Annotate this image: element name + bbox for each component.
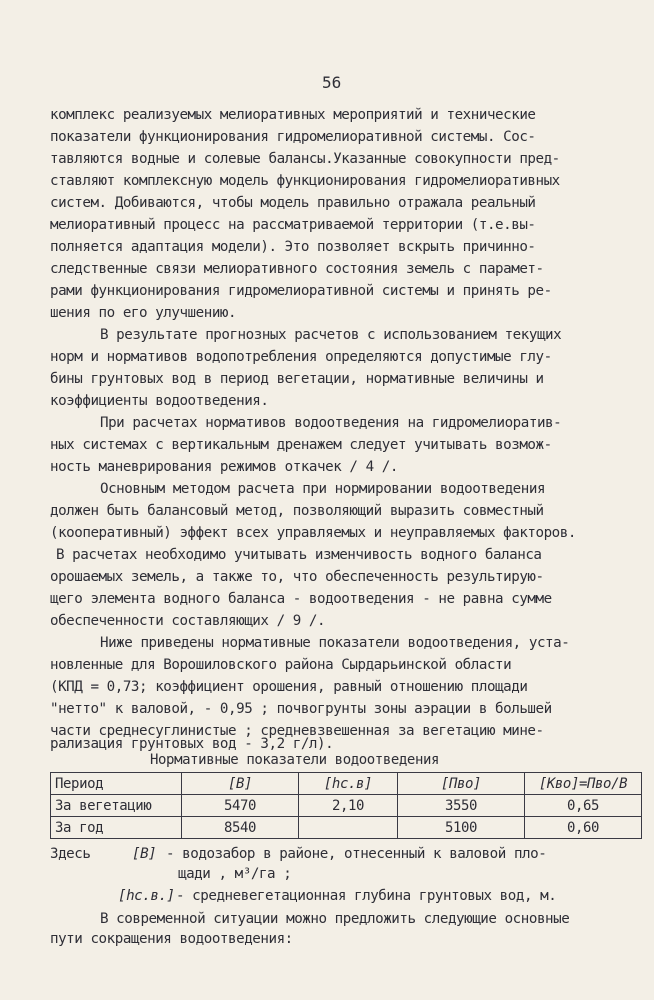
text-line: новленные для Ворошиловского района Сырдарьинской области [50, 657, 512, 673]
table-cell: 3550 [398, 795, 525, 817]
text-line: При расчетах нормативов водоотведения на гидромелиоратив- [100, 415, 562, 431]
text-line: В расчетах необходимо учитывать изменчивость водного баланса [56, 547, 542, 563]
text-line: рами функционирования гидромелиоративной системы и принять ре- [50, 283, 552, 299]
text-line: рализация грунтовых вод - 3,2 г/л). [50, 736, 334, 752]
table-cell: 5470 [182, 795, 299, 817]
text-line: ность маневрирования режимов откачек / 4 /. [50, 459, 398, 475]
text-line: тавляются водные и солевые балансы.Указанные совокупности пред- [50, 151, 560, 167]
note-text-b: - водозабор в районе, отнесенный к валовой пло- [166, 846, 547, 862]
table-cell: 0,65 [525, 795, 642, 817]
norms-table [50, 772, 642, 839]
table-cell: 8540 [182, 817, 299, 839]
text-line: пути сокращения водоотведения: [50, 931, 293, 947]
text-line: Ниже приведены нормативные показатели водоотведения, уста- [100, 635, 570, 651]
table-cell: 5100 [398, 817, 525, 839]
text-line: щего элемента водного баланса - водоотведения - не равна сумме [50, 591, 552, 607]
note-symbol-b: [В] [132, 846, 157, 862]
text-line: комплекс реализуемых мелиоративных мероприятий и технические [50, 107, 536, 123]
text-line: мелиоративный процесс на рассматриваемой территории (т.е.вы- [50, 217, 536, 233]
text-line: систем. Добиваются, чтобы модель правильно отражала реальный [50, 195, 536, 211]
note-text-h: - средневегетационная глубина грунтовых вод, м. [176, 888, 557, 904]
text-line: коэффициенты водоотведения. [50, 393, 269, 409]
text-line: В современной ситуации можно предложить следующие основные [100, 911, 570, 927]
text-line: показатели функционирования гидромелиоративной системы. Сос- [50, 129, 536, 145]
note-text-b-cont: щади , м³/га ; [178, 866, 292, 882]
text-line: обеспеченности составляющих / 9 /. [50, 613, 326, 629]
text-line: части среднесуглинистые ; средневзвешенная за вегетацию мине- [50, 723, 544, 739]
text-line: должен быть балансовый метод, позволяющий выразить совместный [50, 503, 544, 519]
text-line: Основным методом расчета при нормировании водоотведения [100, 481, 546, 497]
table-header-cell: [В] [182, 773, 299, 795]
notes-label: Здесь [50, 846, 91, 862]
text-line: орошаемых земель, а также то, что обеспеченность результирую- [50, 569, 544, 585]
text-line: ных системах с вертикальным дренажем следует учитывать возмож- [50, 437, 552, 453]
text-line: шения по его улучшению. [50, 305, 237, 321]
text-line: ставляют комплексную модель функционирования гидромелиоративных [50, 173, 560, 189]
text-line: (кооперативный) эффект всех управляемых и неуправляемых факторов. [50, 525, 576, 541]
table-header-cell: [hс.в] [299, 773, 398, 795]
text-line: норм и нормативов водопотребления определяются допустимые глу- [50, 349, 552, 365]
table-cell [299, 817, 398, 839]
text-line: (КПД = 0,73; коэффициент орошения, равный отношению площади [50, 679, 528, 695]
table-cell: 0,60 [525, 817, 642, 839]
table-cell: За год [51, 817, 182, 839]
table-cell: За вегетацию [51, 795, 182, 817]
table-header-cell: Период [51, 773, 182, 795]
text-line: "нетто" к валовой, - 0,95 ; почвогрунты зоны аэрации в большей [50, 701, 552, 717]
page-number: 56 [322, 73, 342, 92]
table-header-row [51, 773, 642, 795]
table-caption: Нормативные показатели водоотведения [150, 752, 440, 768]
table-header-cell: [Пво] [398, 773, 525, 795]
table-row [51, 795, 642, 817]
text-line: следственные связи мелиоративного состояния земель с парамет- [50, 261, 544, 277]
text-line: бины грунтовых вод в период вегетации, нормативные величины и [50, 371, 544, 387]
note-symbol-h: [hс.в.] [118, 888, 175, 904]
table-row [51, 817, 642, 839]
text-line: полняется адаптация модели). Это позволяет вскрыть причинно- [50, 239, 536, 255]
table-cell: 2,10 [299, 795, 398, 817]
text-line: В результате прогнозных расчетов с использованием текущих [100, 327, 562, 343]
table-header-cell: [Кво]=Пво/В [525, 773, 642, 795]
